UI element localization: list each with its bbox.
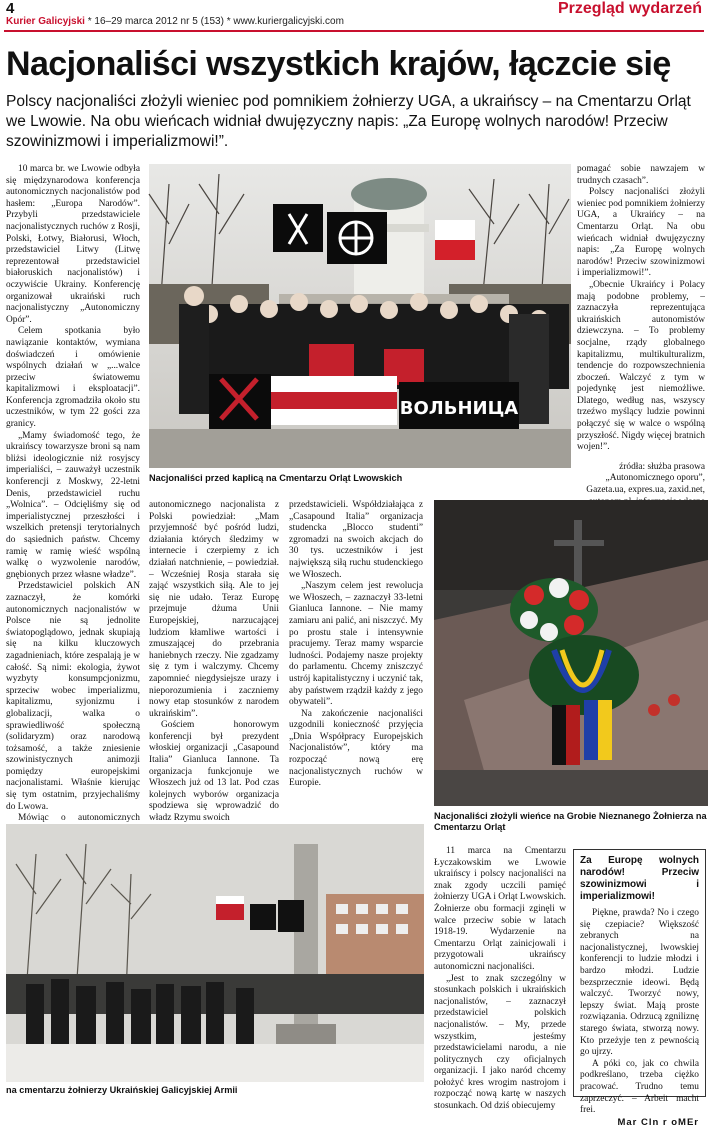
article-column-3 (289, 500, 423, 790)
page-number: 4 (6, 0, 15, 17)
commentary-paragraph: A póki co, jak co chwila podkreślano, trzeba ciężko pracować. Trudno temu zaprzeczyć. – Arbeit macht frei. (580, 1058, 699, 1116)
lead-paragraph: Polscy nacjonaliści złożyli wieniec pod pomnikiem żołnierzy UGA, a ukraińscy – na Cmentarzu Orląt we Lwowie. Na obu wieńcach widniał dwujęzyczny napis: „Za Europę wolnych narodów! Przeciw szowinizmowi i imperializmowi!”. (6, 93, 691, 150)
col5-paragraph: 11 marca na Cmentarzu Łyczakowskim we Lwowie ukraińscy i polscy nacjonaliści na znak zgody uczcili pamięć żołnierzy UGA i Orląt Lwowskich. Żołnierze obu formacji zginęli w walce przeciw sobie w latach 1918-19. Wydarzenie na Cmentarzu Orląt zainicjowali i przygotowali ukraińscy autonomiczni nacjonaliści. (434, 846, 566, 972)
headline: Nacjonaliści wszystkich krajów, łączcie się (6, 45, 671, 83)
photo-uga-cemetery (6, 824, 424, 1082)
col3-paragraph: przedstawicieli. Współdziałająca z „Casapound Italia” organizacja studencka „Blocco studenti” zgromadzi na swoich akcjach do 30 tys. uczestników i jest największą siłą ruchu studenckiego we Włoszech. (289, 500, 423, 580)
col4-paragraph: „Obecnie Ukraińcy i Polacy mają podobne problemy, – zaznaczyła reprezentująca ukraińskich autonomistów dziewczyna. – To problemy socjalne, rządy globalnego kapitalizmu, multikulturalizm, tendencje do rozpowszechnienia zboczeń. Walczyć z tym w pojedynkę jest niemożliwe. Dlatego, według nas, wszyscy trzeźwo myślący ludzie powinni połączyć się w walce o wspólną przyszłość. Nigdy więcej bratnich wojen!”. (577, 279, 705, 453)
photo1-banner-text: ВОЛЬНИЦА (399, 398, 519, 419)
commentary-box (573, 849, 706, 1128)
issue-line (6, 16, 344, 27)
photo-wreaths-tomb (434, 500, 708, 806)
col1-paragraph: Mówiąc o autonomicznych (18, 813, 140, 824)
section-title: Przegląd wydarzeń (557, 0, 702, 17)
commentary-signature: Mar Cln r oMEr (617, 1116, 699, 1128)
article-column-4 (577, 164, 705, 520)
col2-paragraph: autonomicznego nacjonalista z Polski powiedział: „Mam przyjemność być pośród ludzi, działania których śledzimy w internecie i czerpiemy z ich działań natchnienie, – powiedział. – Wcześniej Rosja starała się zająć wszystkich siłą. Ale to jej się nie udało. Teraz Europę przejmuje dżuma Unii Europejskiej, narzucającej ludziom kłamliwe wartości i zmuszającej do przebrania haniebnych rzeczy. Nie zgadzamy się z tym i walczymy. Chcemy zapomnieć niegdysiejsze urazy i nieporozumienia i zaczniemy nowy etap stosunków z narodem ukraińskim”. (149, 500, 279, 719)
sources-credit: źródła: służba prasowa „Autonomicznego oporu”, Gazeta.ua, expres.ua, zaxid.net, (586, 461, 705, 496)
photo2-caption: Nacjonaliści złożyli wieńce na Grobie Nieznanego Żołnierza na Cmentarzu Orląt (434, 811, 707, 832)
photo1-caption: Nacjonaliści przed kaplicą na Cmentarzu Orląt Lwowskich (149, 473, 403, 483)
article-column-1 (6, 164, 140, 836)
commentary-paragraph: Piękne, prawda? No i czego się czepiacie? Większość zebranych na nacjonalistycznej, lwowskiej konferencji to ludzie młodzi i bardzo młodzi. Ludzie bezsprzecznie ideowi. Będą walczyć. Tworzyć nowy, lepszy świat. Mają proste rozwiązania. Odrzucą zgniliznę starego świata, stworzą nowy. Kto przeżyje ten z pewnością go ujrzy. (580, 908, 699, 1058)
issue-info: * 16–29 marca 2012 nr 5 (153) * www.kuriergalicyjski.com (84, 16, 344, 27)
photo-group-at-chapel (149, 164, 571, 468)
col1-paragraph: 10 marca br. we Lwowie odbyła się międzynarodowa konferencja autonomicznych nacjonalistów pod hasłem: „Europa Narodów”. Przybyli przedstawiciele nacjonalistycznych ruchów z Rosji, Polski, Łotwy, Białorusi, Włoch, przedstawiciel Litwy (Litwę reprezentował przedstawiciel białoruskich nacjonalistów) i oczywiście Ukrainy. Konferencję organizował ukraiński ruch nacjonalistyczny „Autonomiczny Opór”. (6, 164, 140, 325)
paper-name: Kurier Galicyjski (6, 16, 85, 27)
col2-paragraph: Gościem honorowym konferencji był prezydent włoskiej organizacji „Casapound Italia” Gianluca Iannone. Ta organizacja funkcjonuje we Włoszech już od 13 lat. Pod czas kolejnych wyborów organizacja spodziewa się wprowadzić do władz Rzymu swoich (149, 720, 279, 824)
col3-paragraph: „Naszym celem jest rewolucja we Włoszech, – zaznaczył 33-letni Gianluca Iannone. – Nie mamy zamiaru ani palić, ani niszczyć. My po prostu stale i intensywnie pracujemy. Teraz mamy wsparcie ludności. Podajemy nasze projekty do parlamentu. Chcemy zniszczyć ustrój kapitalistyczny i uczynić tak, aby państwem rządził każdy z jego obywateli”. (289, 581, 423, 708)
header-rule (4, 30, 704, 32)
commentary-box-heading: Za Europę wolnych narodów! Przeciw szowinizmowi i imperializmowi! (580, 855, 699, 902)
col1-paragraph: Celem spotkania było nawiązanie kontaktów, wymiana doświadczeń i omówienie wspólnych działań w „...walce przeciw światowemu kapitalizmowi i eksploatacji”. Konferencja zgromadziła około stu uczestników, w tym 22 gości zza granicy. (6, 326, 140, 430)
article-column-2 (149, 500, 279, 825)
col3-paragraph: Na zakończenie nacjonaliści uzgodnili konieczność przyjęcia „Dnia Współpracy Europejskich Nacjonalistów”, który ma rozpocząć nową erę nacjonalistycznych ruchów w Europie. (289, 708, 423, 789)
article-column-5 (434, 846, 566, 1113)
col4-paragraph: Polscy nacjonaliści złożyli wieniec pod pomnikiem żołnierzy UGA, a Ukraińcy – na Cmentarzu Orląt. Na obu wieńcach widniał dwujęzyczny napis: „Za Europę wolnych narodów! Przeciw szowinizmowi i imperializmowi!”. (577, 187, 705, 279)
photo-group-at-chapel-image (149, 164, 571, 468)
col1-paragraph: Przedstawiciel polskich AN zaznaczył, że komórki autonomicznych nacjonalistów w Polsce nie są jednolite światopoglądowo, jednak skupiają się na kilku kluczowych zagadnieniach, które zespalają je w całość. Są nimi: ekologia, żywot wyzbyty konsumpcjonizmu, sprzeciw wobec imperializmu, kapitalizmu, syjonizmu i globalizacji, walka o sprawiedliwość społeczną (solidaryzm) oraz narodową tożsamość, a także zniesienie szowinistycznych animozji pomiędzy europejskimi nacjonalistami. Właśnie kierując się tym ostatnim, przyjechaliśmy do Lwowa. (6, 581, 140, 812)
photo3-caption: na cmentarzu żołnierzy Ukraińskiej Galicyjskiej Armii (6, 1085, 238, 1095)
photo-wreaths-tomb-image (434, 500, 708, 806)
col5-paragraph: „Jest to znak szczególny w stosunkach polskich i ukraińskich nacjonalistów, – zaznaczył przedstawiciel polskich nacjonalistów. – My, przede wszystkim, jesteśmy przedstawicielami narodu, a nie politycznych czy oficjalnych organizacji. I jako naród chcemy położyć kres wrogim nastrojom i rozpocząć nową kartę w naszych stosunkach. Od dziś obiecujemy (434, 973, 566, 1112)
photo-uga-cemetery-image (6, 824, 424, 1082)
col4-paragraph: pomagać sobie nawzajem w trudnych czasach”. (577, 164, 705, 186)
col1-paragraph: „Mamy świadomość tego, że ukraińscy towarzysze broni są nam bliżsi ideologicznie niż rosyjscy imperialiści, – zauważył uczestnik konferencji z Moskwy, 22-letni Denis, przedstawiciel ruchu „Wolnica”. – Odcięliśmy się od imperialistycznej przeszłości i wszelkich pretensji terytorialnych do sąsiednich państw. Chcemy ramię w ramię wieść wspólną walkę o wyzwolenie narodów, gnębionych przez własne władze”. (6, 430, 140, 580)
